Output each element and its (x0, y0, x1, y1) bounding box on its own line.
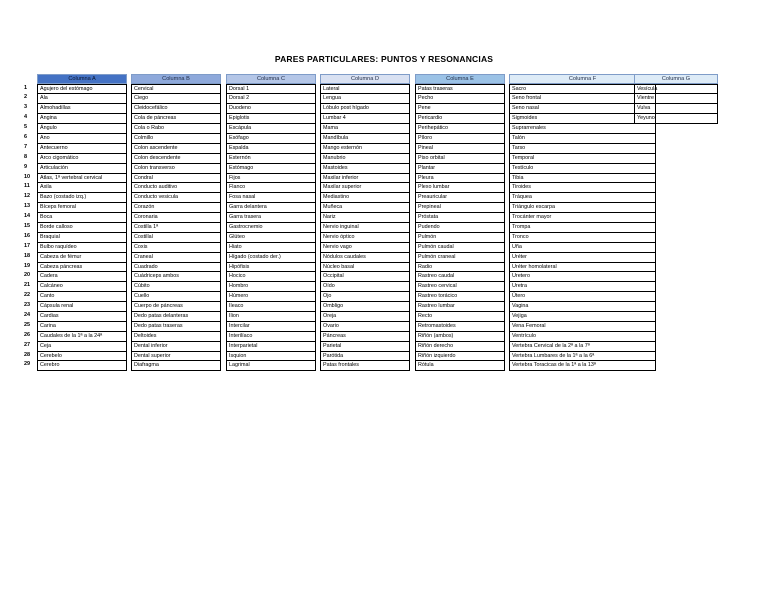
row-number: 8 (24, 153, 28, 160)
table-cell[interactable]: Glúteo (227, 232, 315, 242)
row-number: 7 (24, 143, 28, 150)
table-cell[interactable]: Braquial (38, 232, 126, 242)
table-cell[interactable]: Rastreo cervical (416, 281, 504, 291)
table-cell[interactable]: Canto (38, 291, 126, 301)
table-cell[interactable]: Perihepático (416, 123, 504, 133)
row-number: 23 (24, 302, 31, 309)
column-b (131, 74, 221, 371)
table-cell[interactable]: Rastreo lumbar (416, 301, 504, 311)
table-cell[interactable]: Páncreas (321, 331, 409, 341)
table-cell[interactable]: Seno nasal (510, 103, 655, 113)
table-cell[interactable]: Tarso (510, 143, 655, 153)
table-cell[interactable]: Pecho (416, 93, 504, 103)
table-cell[interactable]: Pleura (416, 173, 504, 183)
table-cell[interactable]: Rótula (416, 360, 504, 370)
column-header[interactable]: Columna E (415, 74, 505, 84)
table-cell[interactable]: Manubrio (321, 153, 409, 163)
table-cell[interactable]: Pineal (416, 143, 504, 153)
table-cell[interactable]: Escápula (227, 123, 315, 133)
row-number: 4 (24, 114, 28, 121)
table-cell[interactable]: Cadera (38, 271, 126, 281)
table-cell[interactable]: Pudendo (416, 222, 504, 232)
table-cell[interactable]: Garra delantera (227, 202, 315, 212)
row-number: 10 (24, 173, 31, 180)
table-cell[interactable]: Cervical (132, 84, 220, 94)
table-cell[interactable]: Seno frontal (510, 93, 655, 103)
table-cell[interactable]: Pericardio (416, 113, 504, 123)
table-cell[interactable]: Ceja (38, 341, 126, 351)
table-cell[interactable]: Arco cigomático (38, 153, 126, 163)
table-cell[interactable]: Ano (38, 133, 126, 143)
table-cell[interactable]: Antecuerno (38, 143, 126, 153)
table-cell[interactable]: Fosa nasal (227, 192, 315, 202)
table-cell[interactable]: Ileaco (227, 301, 315, 311)
table-cell[interactable]: Lengua (321, 93, 409, 103)
row-number: 17 (24, 242, 31, 249)
table-cell[interactable]: Isquion (227, 351, 315, 361)
row-number: 25 (24, 321, 31, 328)
table-cell[interactable]: Maxilar superior (321, 182, 409, 192)
column-header[interactable]: Columna G (634, 74, 718, 84)
table-cell[interactable]: Craneal (132, 252, 220, 262)
row-number: 11 (24, 183, 30, 190)
table-cell[interactable]: Coronaria (132, 212, 220, 222)
table-cell[interactable]: Mama (321, 123, 409, 133)
table-cell[interactable]: Rastreo caudal (416, 271, 504, 281)
table-cell[interactable]: Vertebra Cervical de la 2ª a la 7ª (510, 341, 655, 351)
table-cell[interactable]: Suprarrenales (510, 123, 655, 133)
table-cell[interactable]: Dental inferior (132, 341, 220, 351)
table-cell[interactable]: Preauricular (416, 192, 504, 202)
table-cell[interactable]: Vagina (510, 301, 655, 311)
table-cell[interactable]: Cabeza de fémur (38, 252, 126, 262)
row-number: 5 (24, 124, 28, 131)
table-cell[interactable]: Ventrículo (510, 331, 655, 341)
table-cell[interactable]: Lumbar 4 (321, 113, 409, 123)
table-cell[interactable]: Parótida (321, 351, 409, 361)
sheet-title: PARES PARTICULARES: PUNTOS Y RESONANCIAS (274, 54, 494, 64)
table-cell[interactable]: Cerebelo (38, 351, 126, 361)
table-cell[interactable]: Articulación (38, 163, 126, 173)
row-number: 3 (24, 104, 28, 111)
row-number: 18 (24, 252, 31, 259)
table-cell[interactable]: Interparietal (227, 341, 315, 351)
table-cell[interactable]: Cleidocefálico (132, 103, 220, 113)
table-cell[interactable]: Cerebro (38, 360, 126, 370)
table-cell[interactable]: Ciego (132, 93, 220, 103)
column-header[interactable]: Columna A (37, 74, 127, 84)
column-header[interactable]: Columna D (320, 74, 410, 84)
table-cell[interactable]: Uña (510, 242, 655, 252)
row-number: 15 (24, 222, 31, 229)
table-cell[interactable]: Dental superior (132, 351, 220, 361)
table-cell[interactable]: Maxilar inferior (321, 173, 409, 183)
table-cell[interactable]: Ala (38, 93, 126, 103)
table-cell[interactable]: Espalda (227, 143, 315, 153)
table-cell[interactable]: Dorsal 2 (227, 93, 315, 103)
table-cell[interactable]: Retromastoides (416, 321, 504, 331)
table-cell[interactable]: Hocico (227, 271, 315, 281)
table-cell[interactable]: Mediastino (321, 192, 409, 202)
row-number: 22 (24, 292, 31, 299)
table-cell[interactable]: Cabeza páncreas (38, 262, 126, 272)
table-cell[interactable]: Próstata (416, 212, 504, 222)
table-cell[interactable]: Trompa (510, 222, 655, 232)
table-cell[interactable]: Boca (38, 212, 126, 222)
table-cell[interactable]: Occipital (321, 271, 409, 281)
table-cell[interactable]: Hígado (costado der.) (227, 252, 315, 262)
table-cell[interactable]: Yeyuno (635, 113, 717, 123)
table-cell[interactable]: Rastreo torácico (416, 291, 504, 301)
table-cell[interactable]: Ombligo (321, 301, 409, 311)
table-cell[interactable]: Muñeca (321, 202, 409, 212)
table-cell[interactable]: Dedo patas delanteras (132, 311, 220, 321)
row-number: 12 (24, 193, 31, 200)
table-cell[interactable]: Cuádriceps ambos (132, 271, 220, 281)
table-cell[interactable]: Nódulos caudales (321, 252, 409, 262)
row-number: 19 (24, 262, 31, 269)
table-cell[interactable]: Tibia (510, 173, 655, 183)
table-cell[interactable]: Lateral (321, 84, 409, 94)
table-cell[interactable]: Parietal (321, 341, 409, 351)
table-cell[interactable]: Vertebra Toracicas de la 1ª a la 13ª (510, 360, 655, 370)
table-cell[interactable]: Interilíaco (227, 331, 315, 341)
row-number: 6 (24, 133, 28, 140)
table-cell[interactable]: Costilla 1ª (132, 222, 220, 232)
table-cell[interactable]: Plexo lumbar (416, 182, 504, 192)
row-number: 2 (24, 94, 28, 101)
table-cell[interactable]: Tronco (510, 232, 655, 242)
table-cell[interactable]: Ovario (321, 321, 409, 331)
table-cell[interactable]: Mango esternón (321, 143, 409, 153)
table-cell[interactable]: Oreja (321, 311, 409, 321)
table-cell[interactable]: Epiglotis (227, 113, 315, 123)
table-cell[interactable]: Tiroides (510, 182, 655, 192)
table-cell[interactable]: Ojo (321, 291, 409, 301)
table-cell[interactable]: Cola de páncreas (132, 113, 220, 123)
table-cell[interactable]: Húmero (227, 291, 315, 301)
table-cell[interactable]: Pulmón (416, 232, 504, 242)
table-cell[interactable]: Tráquea (510, 192, 655, 202)
table-cell[interactable]: Diafragma (132, 360, 220, 370)
column-a (37, 74, 127, 371)
table-cell[interactable]: Esternón (227, 153, 315, 163)
row-number: 16 (24, 232, 31, 239)
table-cell[interactable]: Mandíbula (321, 133, 409, 143)
row-number: 1 (24, 84, 28, 91)
table-cell[interactable]: Conducto vesicula (132, 192, 220, 202)
table-cell[interactable]: Agujero del estómago (38, 84, 126, 94)
table-cell[interactable]: Cuello (132, 291, 220, 301)
table-cell[interactable]: Duodeno (227, 103, 315, 113)
table-cell[interactable]: Atlas, 1ª vertebral cervical (38, 173, 126, 183)
table-cell[interactable]: Axila (38, 182, 126, 192)
table-cell[interactable]: Vulva (635, 103, 717, 113)
table-cell[interactable]: Bíceps femoral (38, 202, 126, 212)
table-cell[interactable]: Dorsal 1 (227, 84, 315, 94)
row-number: 24 (24, 311, 31, 318)
table-cell[interactable]: Esófago (227, 133, 315, 143)
table-cell[interactable]: Mastoides (321, 163, 409, 173)
table-cell[interactable]: Vientre (635, 93, 717, 103)
table-cell[interactable]: Almohadillas (38, 103, 126, 113)
table-cell[interactable]: Colon transverso (132, 163, 220, 173)
table-cell[interactable]: Uretra (510, 281, 655, 291)
table-cell[interactable]: Vena Femoral (510, 321, 655, 331)
table-cell[interactable]: Lagrimal (227, 360, 315, 370)
table-cell[interactable]: Uretero (510, 271, 655, 281)
table-cell[interactable]: Hipófisis (227, 262, 315, 272)
row-number: 13 (24, 203, 31, 210)
table-cell[interactable]: Uréter (510, 252, 655, 262)
table-cell[interactable]: Cola o Rabo (132, 123, 220, 133)
table-cell[interactable]: Patas traseras (416, 84, 504, 94)
table-cell[interactable]: Nervio óptico (321, 232, 409, 242)
row-number: 26 (24, 331, 31, 338)
table-cell[interactable]: Cardias (38, 311, 126, 321)
row-number: 14 (24, 213, 31, 220)
table-cell[interactable]: Calcáneo (38, 281, 126, 291)
table-cell[interactable]: Pulmón craneal (416, 252, 504, 262)
table-cell[interactable]: Hiato (227, 242, 315, 252)
table-cell[interactable]: Bulbo raquídeo (38, 242, 126, 252)
table-cell[interactable]: Prepineal (416, 202, 504, 212)
table-cell[interactable]: Trocánter mayor (510, 212, 655, 222)
column-d (320, 74, 410, 371)
table-cell[interactable]: Patas frontales (321, 360, 409, 370)
table-cell[interactable]: Bazo (costado izq.) (38, 192, 126, 202)
table-cell[interactable]: Estómago (227, 163, 315, 173)
table-cell[interactable]: Riñón izquierdo (416, 351, 504, 361)
table-cell[interactable]: Nervio inguinal (321, 222, 409, 232)
table-cell[interactable]: Núcleo basal (321, 262, 409, 272)
table-cell[interactable]: Vejiga (510, 311, 655, 321)
column-header[interactable]: Columna B (131, 74, 221, 84)
table-cell[interactable]: Borde calloso (38, 222, 126, 232)
table-cell[interactable]: Pene (416, 103, 504, 113)
column-header[interactable]: Columna F (509, 74, 656, 84)
table-cell[interactable]: Cápsula renal (38, 301, 126, 311)
table-cell[interactable]: Sigmoides (510, 113, 655, 123)
table-cell[interactable]: Condral (132, 173, 220, 183)
row-number: 9 (24, 163, 28, 170)
table-cell[interactable]: Garra trasera (227, 212, 315, 222)
table-cell[interactable]: Corazón (132, 202, 220, 212)
table-cell[interactable]: Fijos (227, 173, 315, 183)
table-cell[interactable]: Caudales de la 1ª a la 24ª (38, 331, 126, 341)
table-cell[interactable]: Colon descendente (132, 153, 220, 163)
table-cell[interactable]: Píloro (416, 133, 504, 143)
column-c (226, 74, 316, 371)
table-cell[interactable]: Radio (416, 262, 504, 272)
column-e (415, 74, 505, 371)
table-cell[interactable]: Recto (416, 311, 504, 321)
row-numbers (24, 74, 36, 370)
table-cell[interactable]: Pulmón caudal (416, 242, 504, 252)
table-cell[interactable]: Hombro (227, 281, 315, 291)
table-cell[interactable]: Dedo patas traseras (132, 321, 220, 331)
table-cell[interactable]: Vertebra Lumbares de la 1ª a la 6ª (510, 351, 655, 361)
table-cell[interactable]: Piso orbital (416, 153, 504, 163)
table-cell[interactable]: Colmillo (132, 133, 220, 143)
table-cell[interactable]: Coxis (132, 242, 220, 252)
table-cell[interactable]: Cúbito (132, 281, 220, 291)
table-cell[interactable]: Plantar (416, 163, 504, 173)
table-cell[interactable]: Gastrocnemio (227, 222, 315, 232)
table-cell[interactable]: Oído (321, 281, 409, 291)
table-cell[interactable]: Útero (510, 291, 655, 301)
table-cell[interactable]: Cuadrado (132, 262, 220, 272)
table-cell[interactable]: Flanco (227, 182, 315, 192)
table-cell[interactable]: Sacro (510, 84, 655, 94)
table-cell[interactable]: Carina (38, 321, 126, 331)
table-cell[interactable]: Nariz (321, 212, 409, 222)
table-cell[interactable]: Intercilar (227, 321, 315, 331)
column-header[interactable]: Columna C (226, 74, 316, 84)
table-cell[interactable]: Conducto auditivo (132, 182, 220, 192)
table-cell[interactable]: Vesícula (635, 84, 717, 94)
table-cell[interactable]: Riñón (ambos) (416, 331, 504, 341)
table-cell[interactable]: Cuerpo de páncreas (132, 301, 220, 311)
table-cell[interactable]: Talón (510, 133, 655, 143)
row-number: 27 (24, 341, 31, 348)
table-cell[interactable]: Riñón derecho (416, 341, 504, 351)
row-number: 20 (24, 272, 31, 279)
table-cell[interactable]: Triángulo escarpa (510, 202, 655, 212)
table-cell[interactable]: Costillal (132, 232, 220, 242)
table-cell[interactable]: Uréter homolateral (510, 262, 655, 272)
table-cell[interactable]: Testículo (510, 163, 655, 173)
row-number: 21 (24, 282, 31, 289)
row-number: 28 (24, 351, 31, 358)
table-cell[interactable]: Temporal (510, 153, 655, 163)
table-cell[interactable]: Deltoides (132, 331, 220, 341)
column-g (634, 74, 718, 124)
table-cell[interactable]: Ángulo (38, 123, 126, 133)
row-number: 29 (24, 361, 31, 368)
table-cell[interactable]: Ilion (227, 311, 315, 321)
table-cell[interactable]: Colon ascendente (132, 143, 220, 153)
table-cell[interactable]: Nervio vago (321, 242, 409, 252)
table-cell[interactable]: Angina (38, 113, 126, 123)
table-cell[interactable]: Lóbulo post hígado (321, 103, 409, 113)
